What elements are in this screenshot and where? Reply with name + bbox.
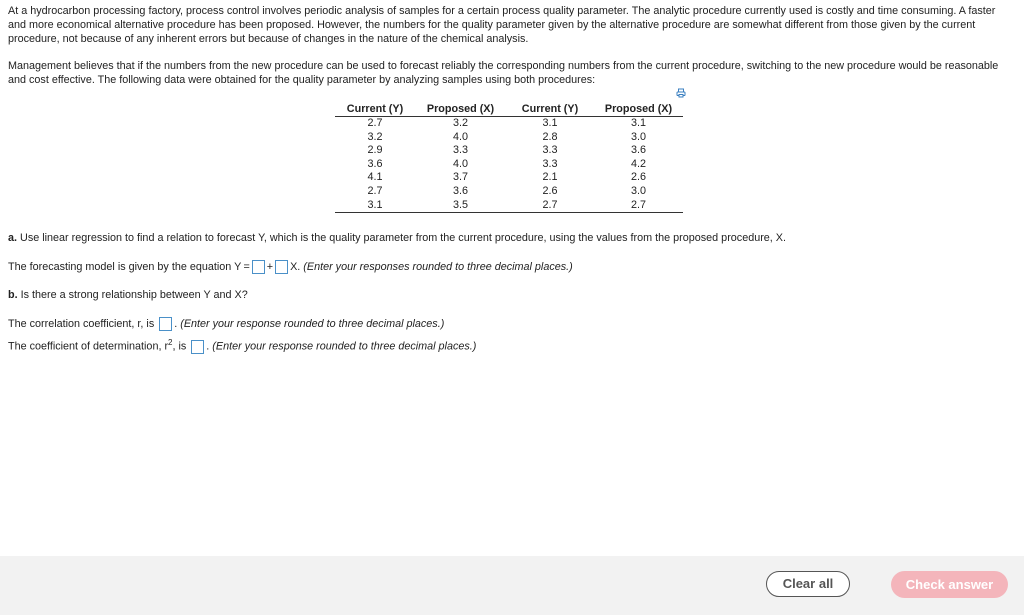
- table-cell: 2.7: [506, 199, 594, 213]
- table-header-row: [335, 101, 683, 117]
- part-b-text: Is there a strong relationship between Y and X?: [20, 289, 248, 301]
- table-cell: 3.6: [367, 157, 383, 170]
- table-cell: 3.0: [630, 130, 646, 143]
- correlation-prefix: The correlation coefficient, r, is: [8, 318, 155, 330]
- table-cell: 2.1: [542, 171, 558, 184]
- determination-period: .: [206, 340, 210, 353]
- table-cell: 3.2: [452, 117, 468, 129]
- clear-all-button[interactable]: Clear all: [766, 571, 850, 597]
- table-row: [335, 171, 683, 185]
- part-a-question: [8, 232, 786, 244]
- table-cell: 3.3: [542, 144, 558, 157]
- correlation-line: [8, 317, 444, 331]
- management-paragraph: Management believes that if the numbers from the new procedure can be used to forecast reliably the corresponding numbers from the current procedure, switching to the new procedure would be reasonable and cost effective. The following data were obtained for the quality parameter by analyzing samples using both procedures:: [8, 59, 999, 86]
- table-cell: 3.6: [452, 184, 468, 197]
- slope-input[interactable]: [275, 260, 288, 274]
- determination-input[interactable]: [191, 340, 204, 354]
- header-current-y-1: Current (Y): [335, 101, 415, 117]
- table-cell: 3.0: [630, 184, 646, 197]
- table-cell: 4.0: [452, 130, 468, 143]
- table-cell: 3.1: [335, 199, 415, 213]
- table-row: [335, 185, 683, 199]
- table-cell: 2.7: [367, 184, 383, 197]
- data-table: [335, 101, 683, 213]
- problem-statement: [8, 4, 1013, 87]
- determination-line: [8, 338, 476, 354]
- equation-plus: +: [266, 261, 274, 273]
- intercept-input[interactable]: [252, 260, 265, 274]
- part-a-label: a.: [8, 232, 18, 244]
- table-cell: 3.1: [630, 117, 646, 129]
- part-a-equation: [8, 260, 573, 274]
- determination-superscript: 2: [168, 338, 173, 347]
- determination-comma: , is: [172, 340, 187, 353]
- table-row: [335, 131, 683, 145]
- header-current-y-2: Current (Y): [506, 101, 594, 117]
- part-b-question: [8, 289, 248, 301]
- table-cell: 2.6: [542, 184, 558, 197]
- print-icon[interactable]: [676, 88, 686, 98]
- table-cell: 4.1: [367, 171, 383, 184]
- footer-bar: [0, 556, 1024, 615]
- table-cell: 2.9: [367, 144, 383, 157]
- table-cell: 3.6: [630, 144, 646, 157]
- correlation-period: .: [174, 318, 178, 330]
- table-row: [335, 144, 683, 158]
- determination-hint: (Enter your response rounded to three decimal places.): [212, 340, 477, 353]
- correlation-hint: (Enter your response rounded to three decimal places.): [180, 318, 445, 330]
- table-row: [335, 158, 683, 172]
- header-proposed-x-2: Proposed (X): [594, 101, 683, 117]
- table-cell: 2.7: [367, 117, 383, 129]
- equation-x: X.: [290, 261, 301, 273]
- table-cell: 4.2: [630, 157, 646, 170]
- table-cell: 2.7: [594, 199, 683, 213]
- header-proposed-x-1: Proposed (X): [415, 101, 506, 117]
- table-cell: 3.3: [542, 157, 558, 170]
- part-b-label: b.: [8, 289, 18, 301]
- table-cell: 3.1: [542, 117, 558, 129]
- table-cell: 2.6: [630, 171, 646, 184]
- intro-paragraph: At a hydrocarbon processing factory, process control involves periodic analysis of samples for a certain process quality parameter. The analytic procedure currently used is costly and time consuming. A faster and more economical alternative procedure has been proposed. However, the numbers for the quality parameter given by the alternative procedure are somewhat different from those given by the current procedure, not because of any inherent errors but because of changes in the nature of the chemical analysis.: [8, 5, 996, 46]
- table-cell: 3.3: [452, 144, 468, 157]
- table-row: [335, 199, 683, 213]
- check-answer-button[interactable]: Check answer: [891, 571, 1008, 598]
- table-cell: 3.5: [415, 199, 506, 213]
- table-cell: 4.0: [452, 157, 468, 170]
- table-cell: 3.2: [367, 130, 383, 143]
- equation-prefix: The forecasting model is given by the equation Y =: [8, 261, 250, 273]
- table-row: [335, 117, 683, 131]
- determination-prefix: The coefficient of determination, r: [8, 340, 169, 353]
- table-cell: 3.7: [452, 171, 468, 184]
- equation-hint: (Enter your responses rounded to three decimal places.): [303, 261, 573, 273]
- part-a-text: Use linear regression to find a relation to forecast Y, which is the quality parameter from the current procedure, using the values from the proposed procedure, X.: [20, 232, 787, 244]
- correlation-input[interactable]: [159, 317, 172, 331]
- table-cell: 2.8: [542, 130, 558, 143]
